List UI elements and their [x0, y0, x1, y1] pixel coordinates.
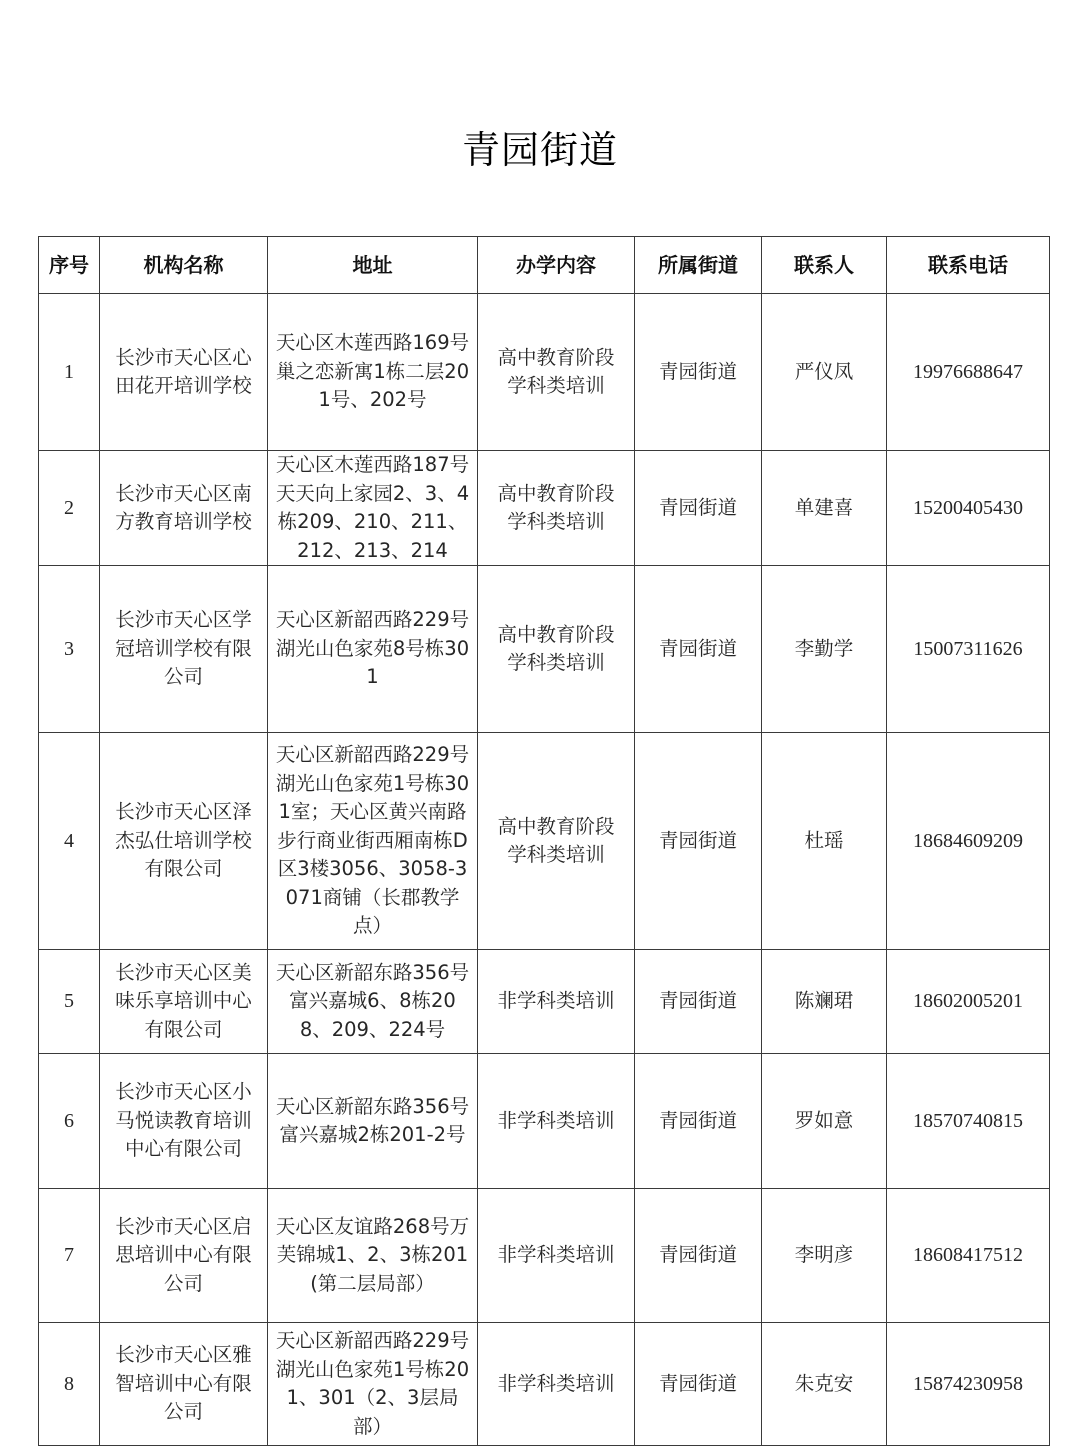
cell-index: 1 — [39, 294, 100, 451]
cell-contact: 陈斓珺 — [762, 950, 887, 1054]
cell-street: 青园街道 — [635, 1054, 762, 1189]
cell-org-name: 长沙市天心区美味乐享培训中心有限公司 — [100, 950, 268, 1054]
cell-contact: 朱克安 — [762, 1323, 887, 1446]
cell-contact: 罗如意 — [762, 1054, 887, 1189]
cell-address: 天心区新韶东路356号富兴嘉城2栋201-2号 — [268, 1054, 478, 1189]
cell-street: 青园街道 — [635, 294, 762, 451]
table-row — [39, 1189, 1050, 1323]
cell-content: 高中教育阶段学科类培训 — [478, 451, 635, 566]
cell-content: 非学科类培训 — [478, 1189, 635, 1323]
table-row — [39, 950, 1050, 1054]
cell-index: 4 — [39, 733, 100, 950]
cell-contact: 单建喜 — [762, 451, 887, 566]
cell-index: 2 — [39, 451, 100, 566]
header-phone: 联系电话 — [887, 237, 1050, 294]
cell-phone: 15007311626 — [887, 566, 1050, 733]
cell-org-name: 长沙市天心区学冠培训学校有限公司 — [100, 566, 268, 733]
cell-phone: 18602005201 — [887, 950, 1050, 1054]
cell-contact: 李明彦 — [762, 1189, 887, 1323]
cell-street: 青园街道 — [635, 1323, 762, 1446]
institution-table — [38, 236, 1050, 1446]
cell-content: 非学科类培训 — [478, 1054, 635, 1189]
institution-table-container — [38, 236, 1050, 1446]
cell-org-name: 长沙市天心区南方教育培训学校 — [100, 451, 268, 566]
cell-content: 高中教育阶段学科类培训 — [478, 294, 635, 451]
cell-address: 天心区新韶东路356号富兴嘉城6、8栋208、209、224号 — [268, 950, 478, 1054]
cell-content: 非学科类培训 — [478, 1323, 635, 1446]
cell-phone: 18570740815 — [887, 1054, 1050, 1189]
cell-index: 5 — [39, 950, 100, 1054]
cell-content: 高中教育阶段学科类培训 — [478, 733, 635, 950]
page-title: 青园街道 — [461, 128, 618, 172]
table-row — [39, 1054, 1050, 1189]
cell-org-name: 长沙市天心区心田花开培训学校 — [100, 294, 268, 451]
cell-address: 天心区木莲西路187号天天向上家园2、3、4栋209、210、211、212、213、214 — [268, 451, 478, 566]
cell-street: 青园街道 — [635, 451, 762, 566]
cell-content: 非学科类培训 — [478, 950, 635, 1054]
cell-content: 高中教育阶段学科类培训 — [478, 566, 635, 733]
cell-index: 6 — [39, 1054, 100, 1189]
cell-index: 3 — [39, 566, 100, 733]
cell-street: 青园街道 — [635, 566, 762, 733]
cell-address: 天心区木莲西路169号巢之恋新寓1栋二层201号、202号 — [268, 294, 478, 451]
table-row — [39, 294, 1050, 451]
cell-address: 天心区友谊路268号万芙锦城1、2、3栋201(第二层局部） — [268, 1189, 478, 1323]
cell-org-name: 长沙市天心区启思培训中心有限公司 — [100, 1189, 268, 1323]
header-org-name: 机构名称 — [100, 237, 268, 294]
cell-index: 7 — [39, 1189, 100, 1323]
table-row — [39, 566, 1050, 733]
header-address: 地址 — [268, 237, 478, 294]
cell-org-name: 长沙市天心区雅智培训中心有限公司 — [100, 1323, 268, 1446]
cell-address: 天心区新韶西路229号湖光山色家苑1号栋301室；天心区黄兴南路步行商业街西厢南栋D区3楼3056、3058-3071商铺（长郡教学点） — [268, 733, 478, 950]
cell-contact: 杜瑶 — [762, 733, 887, 950]
cell-street: 青园街道 — [635, 1189, 762, 1323]
table-row — [39, 451, 1050, 566]
cell-address: 天心区新韶西路229号湖光山色家苑1号栋201、301（2、3层局部） — [268, 1323, 478, 1446]
cell-index: 8 — [39, 1323, 100, 1446]
cell-street: 青园街道 — [635, 733, 762, 950]
table-row — [39, 733, 1050, 950]
cell-org-name: 长沙市天心区小马悦读教育培训中心有限公司 — [100, 1054, 268, 1189]
header-index: 序号 — [39, 237, 100, 294]
cell-phone: 18684609209 — [887, 733, 1050, 950]
header-content: 办学内容 — [478, 237, 635, 294]
cell-phone: 15200405430 — [887, 451, 1050, 566]
cell-contact: 李勤学 — [762, 566, 887, 733]
cell-contact: 严仪凤 — [762, 294, 887, 451]
header-contact: 联系人 — [762, 237, 887, 294]
cell-street: 青园街道 — [635, 950, 762, 1054]
cell-phone: 19976688647 — [887, 294, 1050, 451]
cell-address: 天心区新韶西路229号湖光山色家苑8号栋301 — [268, 566, 478, 733]
header-street: 所属街道 — [635, 237, 762, 294]
cell-phone: 15874230958 — [887, 1323, 1050, 1446]
table-row — [39, 1323, 1050, 1446]
table-header-row — [39, 237, 1050, 294]
cell-phone: 18608417512 — [887, 1189, 1050, 1323]
cell-org-name: 长沙市天心区泽杰弘仕培训学校有限公司 — [100, 733, 268, 950]
